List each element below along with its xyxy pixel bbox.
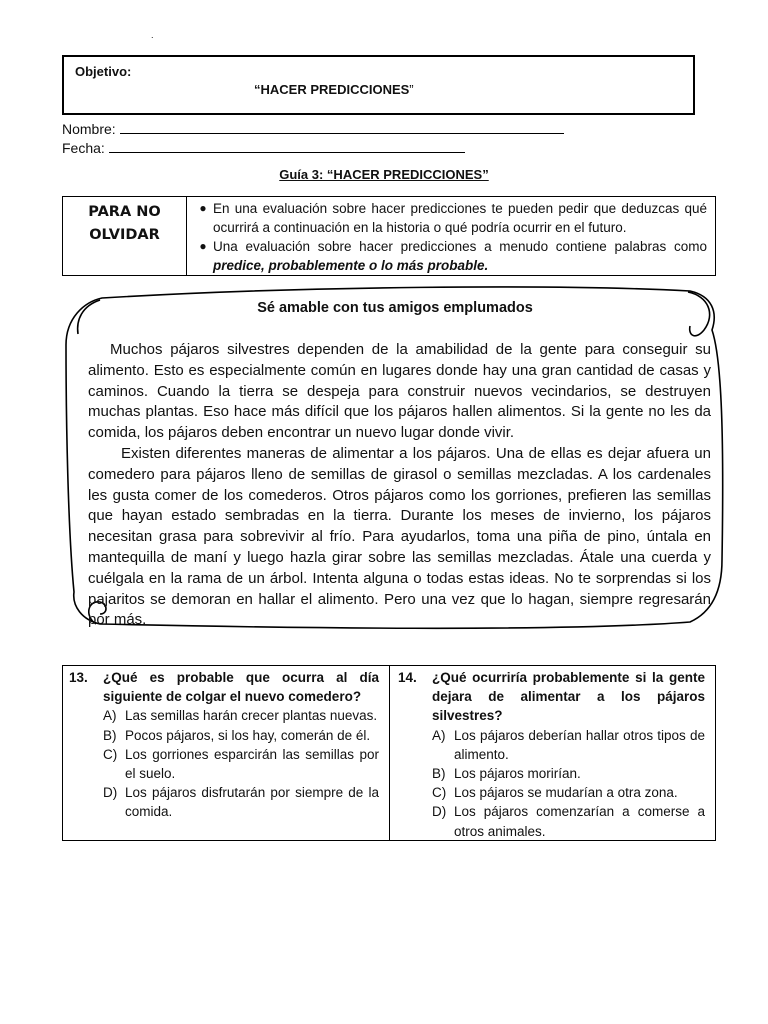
remember-bullet-text: En una evaluación sobre hacer predicciones te pueden pedir que deduzcas qué ocurrirá a continuación en la historia o qué podría ocurrir en el futuro. [213, 201, 707, 235]
option-letter: C) [103, 746, 118, 762]
option-text: Los gorriones esparcirán las semillas por el suelo. [125, 746, 379, 782]
objective-title-text: “HACER PREDICCIONES [254, 82, 410, 97]
option-a[interactable] [69, 706, 379, 725]
reading-title: Sé amable con tus amigos emplumados [257, 300, 533, 316]
question-number: 13. [69, 670, 88, 685]
option-letter: D) [103, 785, 118, 801]
remember-bullet-emphasis: predice, probablemente o lo más probable. [213, 258, 489, 273]
remember-heading-line2: OLVIDAR [89, 227, 160, 243]
option-d[interactable] [69, 783, 379, 821]
question-header [69, 668, 379, 706]
option-text: Los pájaros morirían. [454, 766, 581, 782]
question-header [398, 668, 705, 726]
option-letter: C) [432, 785, 447, 801]
question-13 [63, 666, 390, 840]
guide-title-text: Guía 3: “HACER PREDICCIONES” [279, 167, 489, 182]
question-text: ¿Qué ocurriría probablemente si la gente dejara de alimentar a los pájaros silvestres? [432, 670, 705, 724]
option-d[interactable] [398, 802, 705, 840]
question-text: ¿Qué es probable que ocurra al día siguiente de colgar el nuevo comedero? [103, 670, 379, 705]
questions-table [62, 665, 716, 841]
option-text: Las semillas harán crecer plantas nuevas. [125, 708, 378, 724]
option-c[interactable] [398, 783, 705, 802]
reading-paragraph: Muchos pájaros silvestres dependen de la amabilidad de la gente para conseguir su alimento. Esto es especialmente común en lugares donde hay una gran cantidad de casas y caminos. Cuando la tierra se despeja para construir nuevos vecindarios, se destruyen muchas plantas. Eso hace más difícil que los pájaros hallen alimentos. Si la gente no les da comida, los pájaros deben encontrar un nuevo lugar donde vivir. [88, 341, 711, 442]
objective-title-close-quote: ” [409, 82, 414, 97]
option-a[interactable] [398, 726, 705, 764]
option-text: Los pájaros deberían hallar otros tipos de alimento. [454, 727, 705, 762]
reading-paragraph: Existen diferentes maneras de alimentar a los pájaros. Una de ellas es dejar afuera un comedero para pájaros lleno de semillas de girasol o semillas mezcladas. A los cardenales les gusta comer de los comederos. Otros pájaros como los gorriones, prefieren las semillas que hayan estado sembradas en la tierra. Durante los meses de invierno, los pájaros necesitan grasa para sobrevivir al frío. Para ayudarlos, toma una piña de pino, úntala en mantequilla de maní y luego hazla girar sobre las semillas mezcladas. Átale una cuerda y cuélgala en la rama de un árbol. Intenta alguna o todas estas ideas. No te sorprendas si los pajaritos se demoran en hallar el alimento. Pero una vez que lo hagan, siempre regresarán por más. [88, 444, 711, 629]
objective-label: Objetivo: [75, 64, 132, 79]
option-letter: D) [432, 804, 447, 820]
stray-dot: . [151, 30, 154, 40]
option-text: Los pájaros disfrutarán por siempre de la comida. [125, 785, 379, 820]
option-letter: B) [432, 766, 446, 782]
option-letter: B) [103, 727, 117, 743]
option-letter: A) [103, 708, 117, 724]
bullet-dot-icon: ● [199, 201, 207, 215]
option-text: Los pájaros se mudarían a otra zona. [454, 785, 678, 801]
question-number: 14. [398, 670, 417, 685]
option-text: Pocos pájaros, si los hay, comerán de él. [125, 727, 371, 743]
option-letter: A) [432, 727, 446, 743]
remember-bullet-text-plain: Una evaluación sobre hacer predicciones a menudo contiene palabras como [213, 239, 707, 254]
option-c[interactable] [69, 745, 379, 783]
bullet-dot-icon: ● [199, 239, 207, 253]
remember-heading-line1: PARA NO [88, 204, 161, 220]
option-b[interactable] [398, 764, 705, 783]
name-label: Nombre: [62, 121, 116, 137]
reading-text [88, 340, 711, 631]
option-b[interactable] [69, 726, 379, 745]
option-text: Los pájaros comenzarían a comerse a otros animales. [454, 804, 705, 839]
date-label: Fecha: [62, 140, 105, 156]
question-14 [390, 666, 715, 840]
